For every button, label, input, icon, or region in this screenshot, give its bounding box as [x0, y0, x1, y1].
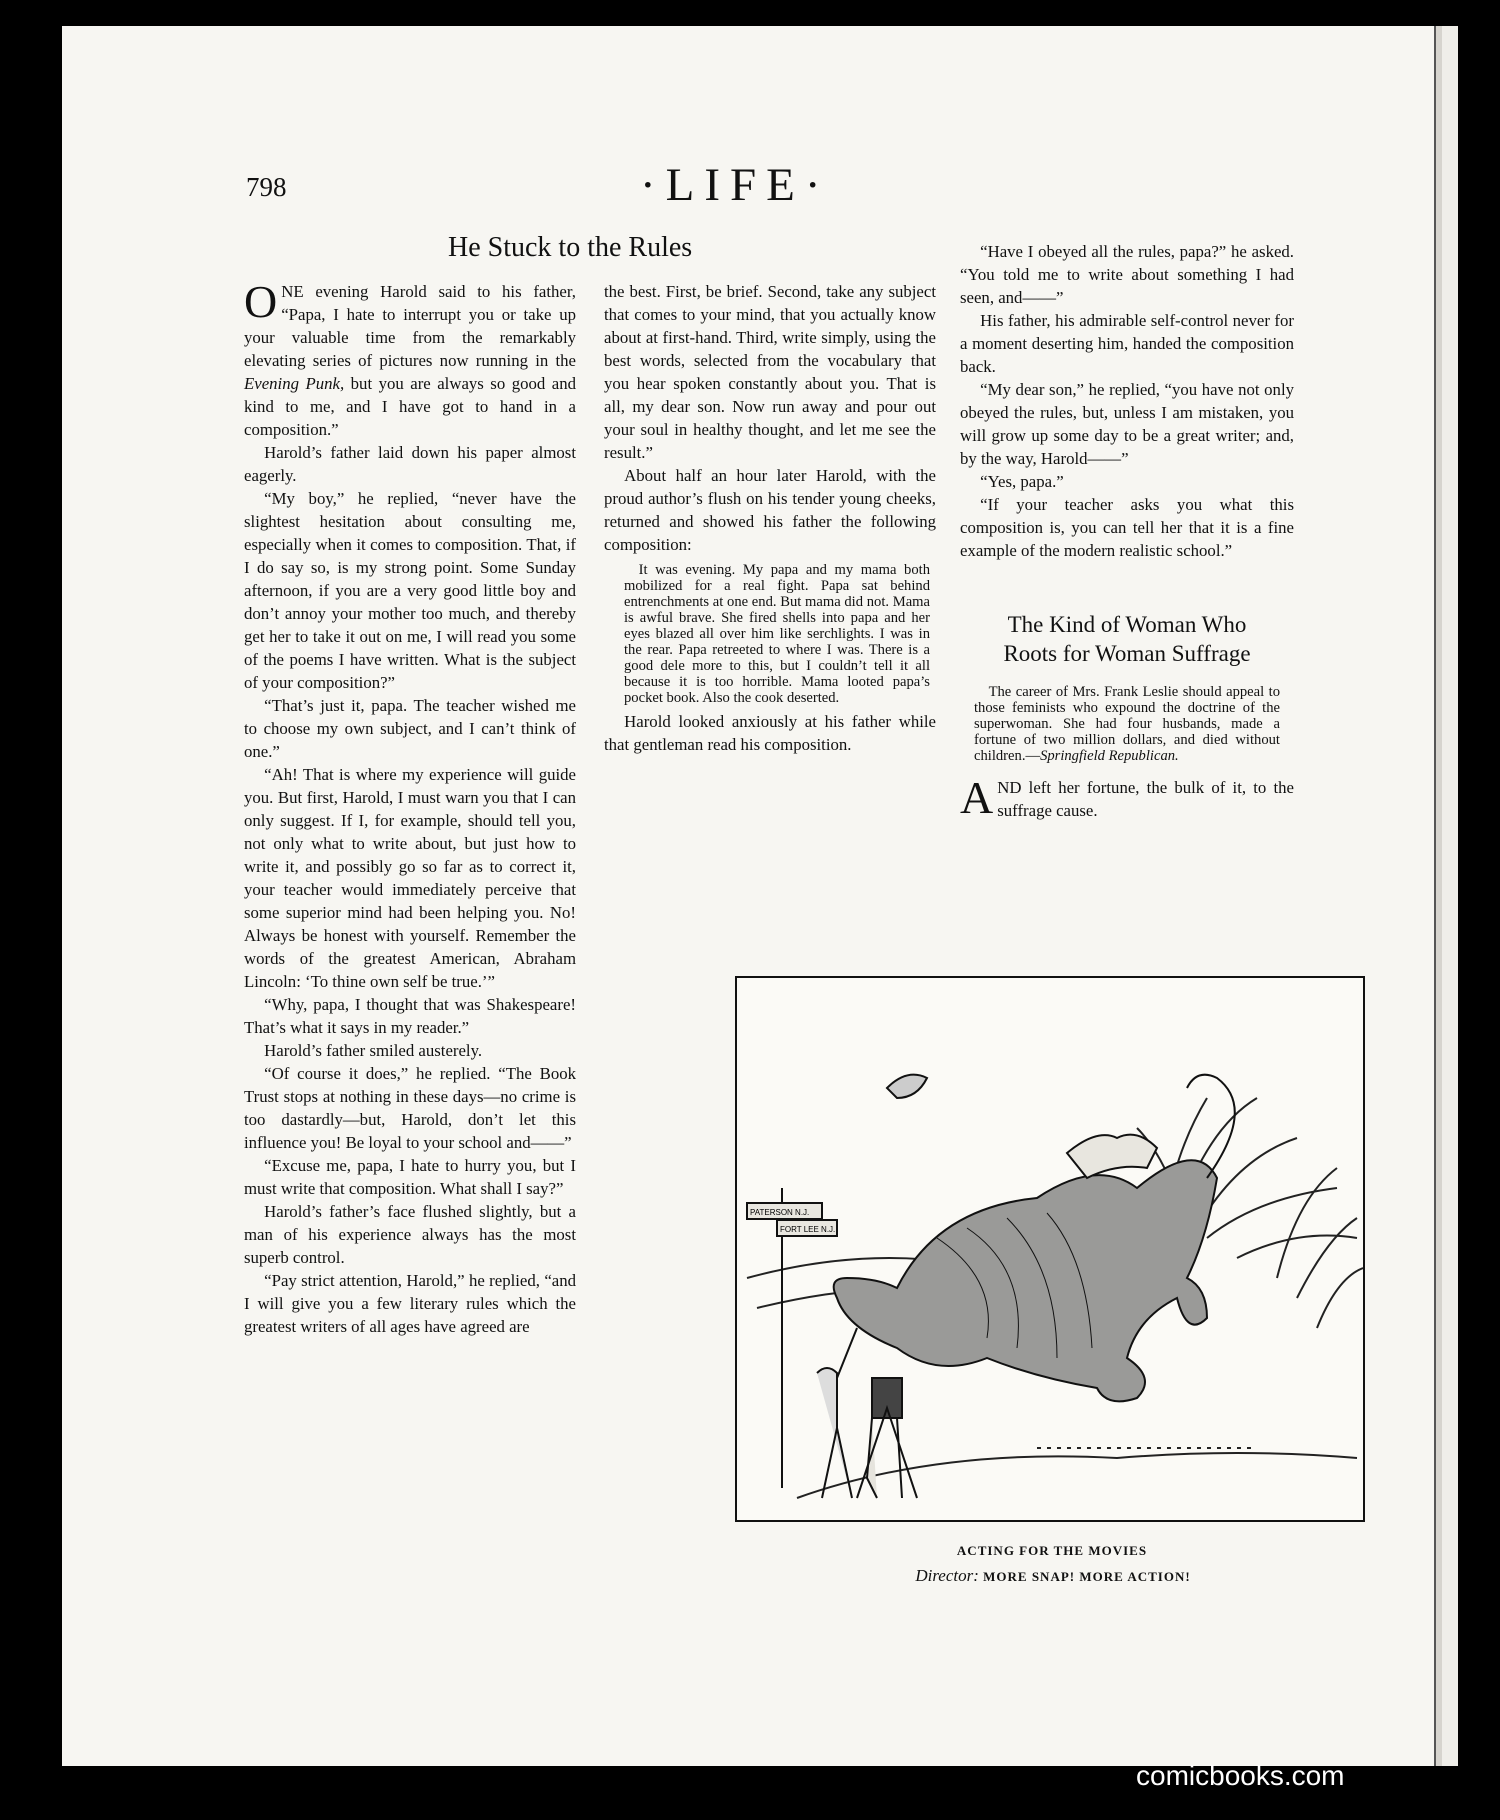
- article-column-2: [604, 280, 936, 756]
- paragraph: “Why, papa, I thought that was Shakespeare! That’s what it says in my reader.”: [244, 995, 576, 1037]
- paragraph: “Have I obeyed all the rules, papa?” he asked. “You told me to write about something I had seen, and——”: [960, 242, 1294, 307]
- illustration-subcaption: Director: MORE SNAP! MORE ACTION!: [915, 1566, 1191, 1585]
- paragraph: “Yes, papa.”: [980, 472, 1064, 491]
- article-column-3: [960, 240, 1294, 822]
- paragraph: His father, his admirable self-control never for a moment deserting him, handed the composition back.: [960, 311, 1294, 376]
- opening-paragraph: ONE evening Harold said to his father, “Papa, I hate to interrupt you or take up your valuable time from the remarkably elevating series of pictures now running in the Evening Punk, but you are always so good and kind to me, and I have got to hand in a composition.”: [244, 276, 576, 439]
- page-binding-edge-outer: [1442, 26, 1458, 1766]
- sidebar-title: The Kind of Woman Who Roots for Woman Suffrage: [1003, 612, 1251, 666]
- paragraph: “Ah! That is where my experience will guide you. But first, Harold, I must warn you that I can only suggest. If I, for example, should tell you, not only what to write about, but just how to write it, and possibly go so far as to correct it, your teacher would immediately perceive that some superior mind had been helping you. No! Always be honest with yourself. Remember the words of the greatest American, Abraham Lincoln: ‘To thine own self be true.’”: [244, 765, 576, 991]
- elephant-cartoon-illustration: [735, 976, 1365, 1522]
- harold-composition: It was evening. My papa and my mama both mobilized for a real fight. Papa sat behind entrenchments at one end. But mama did not. Mama is awful brave. She fired shells into papa and her eyes blazed all over him like serchlights. I was in the rear. Papa retreeted to where I was. There is a good dele more to this, but I couldn’t tell it all because it is too horrible. Mama looted papa’s pocket book. Also the cook deserted.: [624, 562, 930, 706]
- illustration-caption: ACTING FOR THE MOVIES: [956, 1543, 1148, 1558]
- paragraph: “Excuse me, papa, I hate to hurry you, but I must write that composition. What shall I say?”: [244, 1156, 576, 1198]
- paragraph: About half an hour later Harold, with the proud author’s flush on his tender young cheeks, returned and showed his father the following composition:: [604, 466, 936, 554]
- masthead: ·LIFE·: [640, 159, 831, 211]
- sidebar-response: AND left her fortune, the bulk of it, to the suffrage cause.: [960, 772, 1294, 823]
- article-column-1: [244, 276, 576, 1338]
- paragraph: “That’s just it, papa. The teacher wished me to choose my own subject, and I can’t think of one.”: [244, 696, 576, 761]
- paragraph: Harold’s father laid down his paper almost eagerly.: [244, 443, 576, 485]
- page-number: 798: [246, 172, 287, 202]
- paragraph: Harold’s father smiled austerely.: [264, 1041, 483, 1060]
- sidebar-quote: The career of Mrs. Frank Leslie should appeal to those feminists who expound the doctrine of the superwoman. She had four husbands, made a fortune of two million dollars, and died without children.—Springfield Republican.: [974, 684, 1280, 764]
- cartoon-drawing: [737, 978, 1363, 1520]
- paragraph: “Of course it does,” he replied. “The Book Trust stops at nothing in these days—no crime is too dastardly—but, Harold, don’t let this influence you! Be loyal to your school and——”: [244, 1064, 576, 1152]
- watermark: comicbooks.com: [1136, 1760, 1345, 1791]
- paragraph: Harold looked anxiously at his father while that gentleman read his composition.: [604, 712, 936, 754]
- signpost-sign-fort-lee: FORT LEE N.J.: [780, 1225, 836, 1234]
- paragraph: “Pay strict attention, Harold,” he replied, “and I will give you a few literary rules which the greatest writers of all ages have agreed are: [244, 1271, 576, 1336]
- paragraph: “My boy,” he replied, “never have the slightest hesitation about consulting me, especially when it comes to composition. That, if I do say so, is my strong point. Some Sunday afternoon, if you are a very good little boy and don’t annoy your mother too much, and thereby get her to take it out on me, I will read you some of the poems I have written. What is the subject of your composition?”: [244, 489, 576, 692]
- paragraph: the best. First, be brief. Second, take any subject that comes to your mind, that you actually know about at first-hand. Third, write simply, using the best words, selected from the vocabulary that you hear spoken constantly about you. That is all, my dear son. Now run away and pour out your soul in healthy thought, and let me see the result.”: [604, 282, 936, 462]
- signpost-sign-paterson: PATERSON N.J.: [750, 1208, 810, 1217]
- paragraph: Harold’s father’s face flushed slightly, but a man of his experience always has the most superb control.: [244, 1202, 576, 1267]
- article-title: He Stuck to the Rules: [448, 232, 693, 263]
- drop-cap: O: [244, 276, 278, 327]
- drop-cap: A: [960, 772, 994, 823]
- paragraph: “If your teacher asks you what this composition is, you can tell her that it is a fine example of the modern realistic school.”: [960, 495, 1294, 560]
- paragraph: “My dear son,” he replied, “you have not only obeyed the rules, but, unless I am mistaken, you will grow up some day to be a great writer; and, by the way, Harold——”: [960, 380, 1294, 468]
